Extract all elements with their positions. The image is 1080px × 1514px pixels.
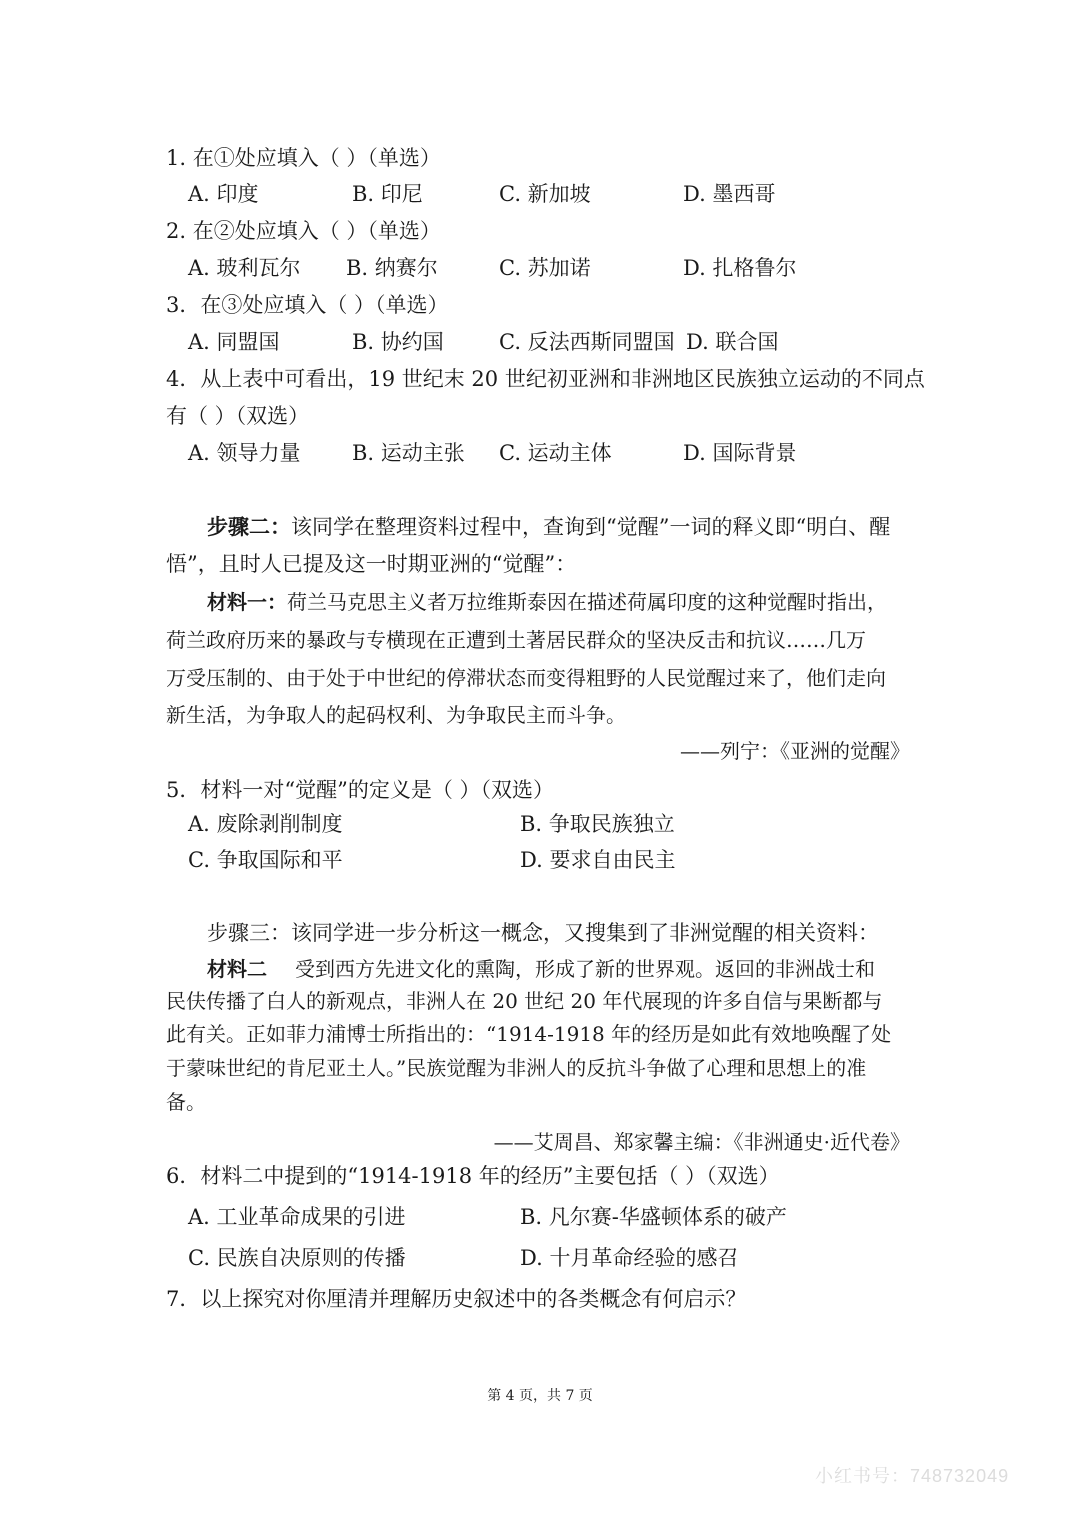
question-5-option-c: C. 争取国际和平 <box>188 848 343 872</box>
material-1-line-2: 荷兰政府历来的暴政与专横现在正遭到土著居民群众的坚决反击和抗议……几万 <box>166 628 866 652</box>
question-2-option-b: B. 纳赛尔 <box>346 256 438 280</box>
step-2-text-1: 该同学在整理资料过程中，查询到“觉醒”一词的释义即“明白、醒 <box>291 515 891 539</box>
question-4-option-d: D. 国际背景 <box>683 441 797 465</box>
material-2-line-4: 于蒙味世纪的肯尼亚土人。”民族觉醒为非洲人的反抗斗争做了心理和思想上的准 <box>166 1056 867 1080</box>
question-5-option-b: B. 争取民族独立 <box>520 812 675 836</box>
question-5-stem: 5．材料一对“觉醒”的定义是（ ）（双选） <box>166 778 555 802</box>
material-2-source: ——艾周昌、郑家馨主编：《非洲通史·近代卷》 <box>493 1130 910 1154</box>
question-4-option-b: B. 运动主张 <box>352 441 465 465</box>
material-2-line-2: 民伕传播了白人的新观点，非洲人在 20 世纪 20 年代展现的许多自信与果断都与 <box>166 989 883 1013</box>
step-2-line-1 <box>207 512 890 542</box>
question-6-option-b: B. 凡尔赛-华盛顿体系的破产 <box>520 1205 787 1229</box>
material-1-label: 材料一： <box>207 590 287 614</box>
material-1-source: ——列宁：《亚洲的觉醒》 <box>680 739 910 763</box>
question-5-option-a: A. 废除剥削制度 <box>188 812 343 836</box>
step-2-line-2: 悟”，且时人已提及这一时期亚洲的“觉醒”： <box>166 552 577 576</box>
question-6-option-c: C. 民族自决原则的传播 <box>188 1246 406 1270</box>
question-6-option-a: A. 工业革命成果的引进 <box>188 1205 406 1229</box>
page-number: 第 4 页，共 7 页 <box>487 1388 593 1404</box>
question-3-option-d: D. 联合国 <box>686 330 779 354</box>
question-4-option-c: C. 运动主体 <box>499 441 612 465</box>
watermark: 小红书号：748732049 <box>815 1466 1010 1486</box>
question-6-option-d: D. 十月革命经验的感召 <box>520 1246 739 1270</box>
question-5-option-d: D. 要求自由民主 <box>520 848 676 872</box>
step-2-label: 步骤二： <box>207 514 291 539</box>
material-2-line-1 <box>207 954 875 984</box>
question-4-option-a: A. 领导力量 <box>188 441 301 465</box>
question-1-option-a: A. 印度 <box>188 182 259 206</box>
question-3-stem: 3．在③处应填入（ ）（单选） <box>166 293 449 317</box>
question-3-option-c: C. 反法西斯同盟国 <box>499 330 675 354</box>
material-2-label: 材料二 <box>207 957 267 981</box>
material-1-line-3: 万受压制的、由于处于中世纪的停滞状态而变得粗野的人民觉醒过来了，他们走向 <box>166 666 886 690</box>
question-2-stem: 2. 在②处应填入（ ）（单选） <box>166 219 441 243</box>
question-2-option-d: D. 扎格鲁尔 <box>683 256 797 280</box>
material-1-line-1 <box>207 587 887 617</box>
question-1-option-b: B. 印尼 <box>352 182 423 206</box>
question-7-stem: 7．以上探究对你厘清并理解历史叙述中的各类概念有何启示？ <box>166 1287 747 1311</box>
question-2-option-a: A. 玻利瓦尔 <box>188 256 301 280</box>
question-3-option-a: A. 同盟国 <box>188 330 280 354</box>
question-1-stem: 1. 在①处应填入（ ）（单选） <box>166 146 441 170</box>
question-1-option-c: C. 新加坡 <box>499 182 591 206</box>
material-1-text-1: 荷兰马克思主义者万拉维斯泰因在描述荷属印度的这种觉醒时指出， <box>287 590 887 614</box>
question-3-option-b: B. 协约国 <box>352 330 444 354</box>
material-2-text-1: 受到西方先进文化的熏陶，形成了新的世界观。返回的非洲战士和 <box>295 957 875 981</box>
question-4-stem-line-2: 有（ ）（双选） <box>166 404 310 428</box>
question-4-stem-line-1: 4．从上表中可看出，19 世纪末 20 世纪初亚洲和非洲地区民族独立运动的不同点 <box>166 367 925 391</box>
material-2-line-3: 此有关。正如菲力浦博士所指出的：“1914-1918 年的经历是如此有效地唤醒了处 <box>166 1022 892 1046</box>
question-2-option-c: C. 苏加诺 <box>499 256 591 280</box>
material-2-line-5: 备。 <box>166 1090 206 1114</box>
question-1-option-d: D. 墨西哥 <box>683 182 776 206</box>
material-1-line-4: 新生活，为争取人的起码权利、为争取民主而斗争。 <box>166 703 626 727</box>
step-3-line-1: 步骤三：该同学进一步分析这一概念，又搜集到了非洲觉醒的相关资料： <box>207 921 879 945</box>
question-6-stem: 6．材料二中提到的“1914-1918 年的经历”主要包括（ ）（双选） <box>166 1164 780 1188</box>
